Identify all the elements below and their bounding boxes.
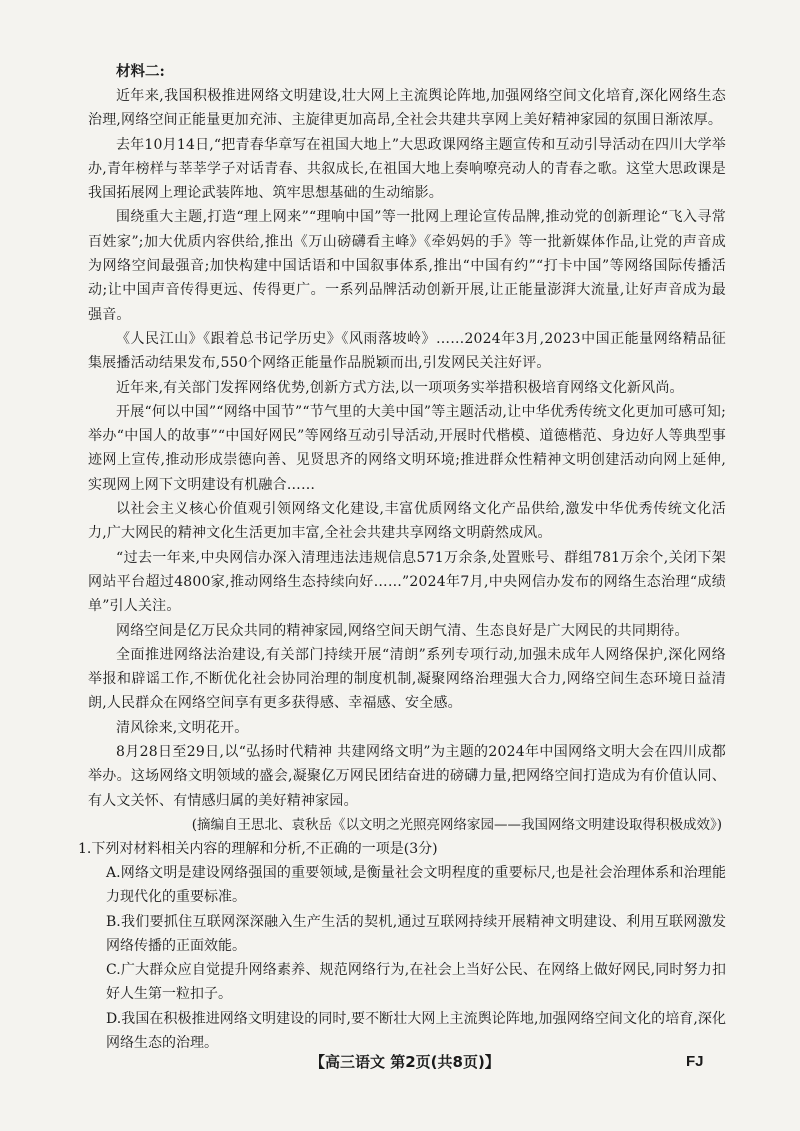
option-c: C.广大群众应自觉提升网络素养、规范网络行为,在社会上当好公民、在网络上做好网民,同时努力扣好人生第一粒扣子。 [106, 962, 726, 1003]
paragraph: 《人民江山》《跟着总书记学历史》《风雨落坡岭》……2024年3月,2023中国正能量网络精品征集展播活动结果发布,550个网络正能量作品脱颖而出,引发网民关注好评。 [88, 330, 726, 372]
exam-code: FJ [686, 1053, 704, 1070]
paragraph: 清风徐来,文明花开。 [116, 719, 249, 736]
paragraph: 近年来,我国积极推进网络文明建设,壮大网上主流舆论阵地,加强网络空间文化培育,深化网络生态治理,网络空间正能量更加充沛、主旋律更加高昂,全社会共建共享网上美好精神家园的氛围日渐浓厚。 [88, 88, 726, 129]
page-content [78, 60, 726, 1055]
paragraph: 围绕重大主题,打造“理上网来”“理响中国”等一批网上理论宣传品牌,推动党的创新理论“飞入寻常百姓家”;加大优质内容供给,推出《万山磅礴看主峰》《牵妈妈的手》等一批新媒体作品,让党的声音成为网络空间最强音;加快构建中国话语和中国叙事体系,推出“中国有约”“打卡中国”等网络国际传播活动;让中国声音传得更远、传得更广。一系列品牌活动创新开展,让正能量澎湃大流量,让好声音成为最强音。 [88, 209, 726, 323]
paragraph: 开展“何以中国”“网络中国节”“节气里的大美中国”等主题活动,让中华优秀传统文化更加可感可知;举办“中国人的故事”“中国好网民”等网络互动引导活动,开展时代楷模、道德楷范、身边好人等典型事迹网上宣传,推动形成崇德向善、见贤思齐的网络文明环境;推进群众性精神文明创建活动向网上延伸,实现网上网下文明建设有机融合…… [88, 403, 726, 493]
option-b: B.我们要抓住互联网深深融入生产生活的契机,通过互联网持续开展精神文明建设、利用互联网激发网络传播的正面效能。 [106, 913, 726, 954]
page-number-label: 【高三语文 第2页(共8页)】 [310, 1053, 500, 1071]
paragraph: “过去一年来,中央网信办深入清理违法违规信息571万余条,处置账号、群组781万余个,关闭下架网站平台超过4800家,推动网络生态持续向好……”2024年7月,中央网信办发布的网络生态治理“成绩单”引人关注。 [88, 549, 726, 615]
option-d: D.我国在积极推进网络文明建设的同时,要不断壮大网上主流舆论阵地,加强网络空间文化的培育,深化网络生态的治理。 [106, 1010, 726, 1051]
paragraph: 近年来,有关部门发挥网络优势,创新方式方法,以一项项务实举措积极培育网络文化新风尚。 [116, 379, 684, 396]
paragraph: 全面推进网络法治建设,有关部门持续开展“清朗”系列专项行动,加强未成年人网络保护,深化网络举报和辟谣工作,不断优化社会协同治理的制度机制,凝聚网络治理强大合力,网络空间生态环境日益清朗,人民群众在网络空间享有更多获得感、幸福感、安全感。 [88, 646, 726, 712]
paragraph: 以社会主义核心价值观引领网络文化建设,丰富优质网络文化产品供给,激发中华优秀传统文化活力,广大网民的精神文化生活更加丰富,全社会共建共享网络文明蔚然成风。 [88, 501, 726, 542]
paragraph: 去年10月14日,“把青春华章写在祖国大地上”大思政课网络主题宣传和互动引导活动在四川大学举办,青年榜样与莘莘学子对话青春、共叙成长,在祖国大地上奏响嘹亮动人的青春之歌。这堂大思政课是我国拓展网上理论武装阵地、筑牢思想基础的生动缩影。 [88, 136, 726, 202]
option-a: A.网络文明是建设网络强国的重要领域,是衡量社会文明程度的重要标尺,也是社会治理体系和治理能力现代化的重要标准。 [106, 864, 726, 906]
paragraph: 8月28日至29日,以“弘扬时代精神 共建网络文明”为主题的2024年中国网络文明大会在四川成都举办。这场网络文明领域的盛会,凝聚亿万网民团结奋进的磅礴力量,把网络空间打造成为有价值认同、有人文关怀、有情感归属的美好精神家园。 [88, 744, 726, 809]
question-stem: 1.下列对材料相关内容的理解和分析,不正确的一项是(3分) [78, 840, 438, 857]
source-citation: (摘编自王思北、袁秋岳《以文明之光照亮网络家园——我国网络文明建设取得积极成效》) [191, 816, 722, 833]
paragraph: 网络空间是亿万民众共同的精神家园,网络空间天朗气清、生态良好是广大网民的共同期待。 [116, 622, 689, 639]
page-footer [0, 1050, 800, 1080]
material-heading: 材料二: [116, 63, 165, 80]
